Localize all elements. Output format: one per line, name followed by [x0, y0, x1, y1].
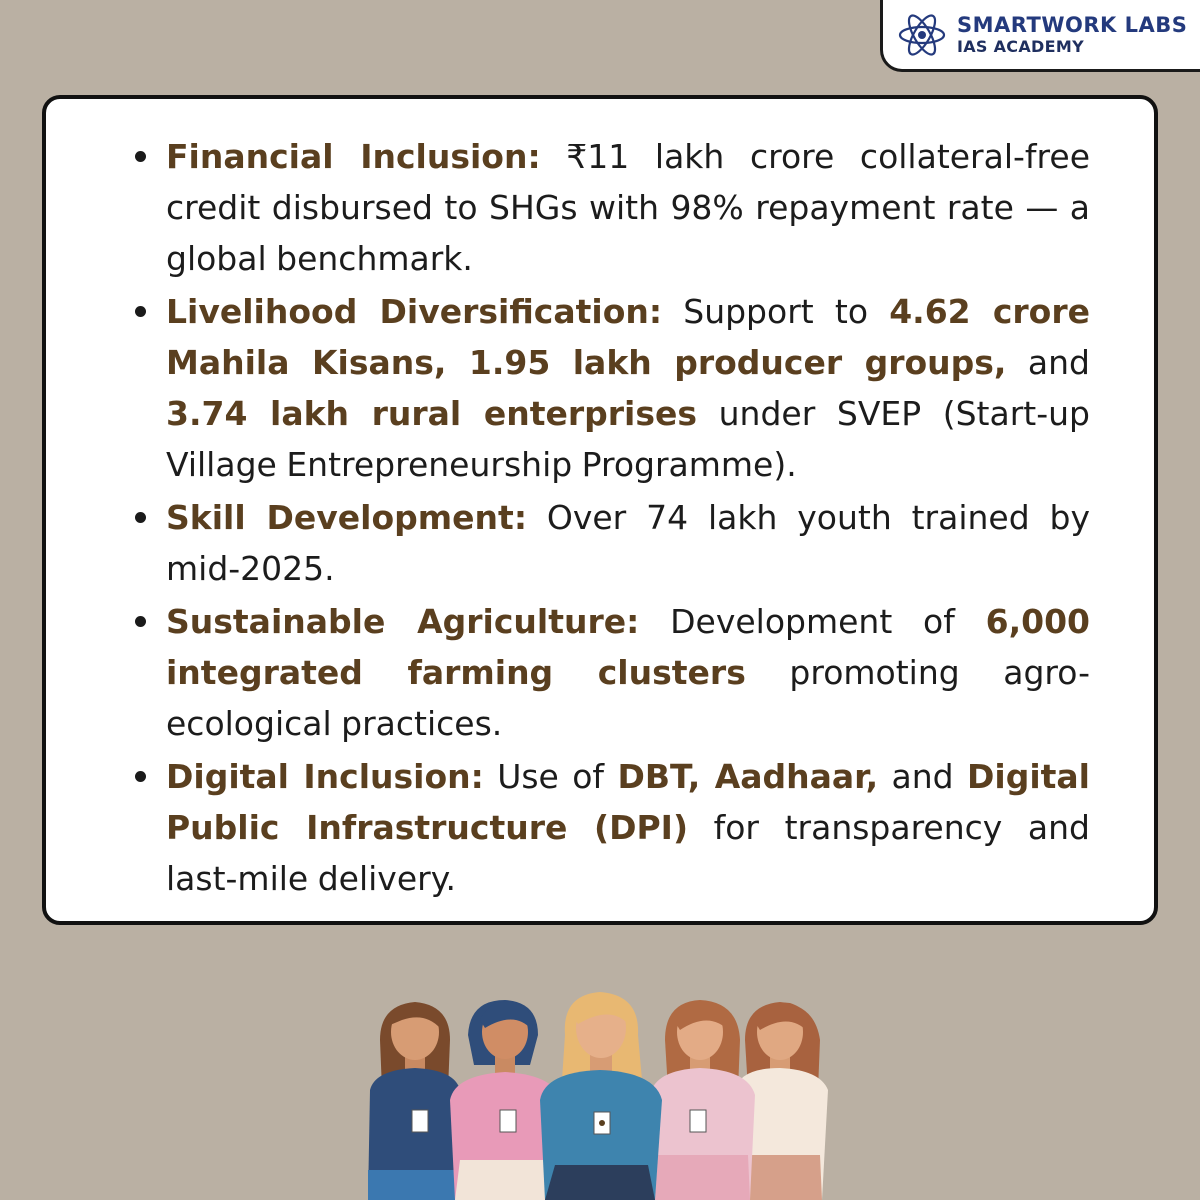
bullet-list	[166, 131, 1090, 906]
list-item-digital-inclusion	[166, 751, 1090, 904]
point-text: and	[1006, 343, 1090, 382]
point-text: and	[878, 757, 967, 796]
point-highlight: Digital Public Infrastructure (DPI)	[166, 757, 1090, 847]
point-text: Use of	[483, 757, 618, 796]
list-item-skill-development	[166, 492, 1090, 594]
list-item-sustainable-agriculture	[166, 596, 1090, 749]
list-item-livelihood-diversification	[166, 286, 1090, 490]
point-highlight: DBT, Aadhaar,	[617, 757, 879, 796]
woman-figure-1	[368, 1002, 462, 1200]
bullet-icon	[135, 512, 146, 523]
point-title: Skill Development:	[166, 498, 528, 537]
bullet-icon	[135, 306, 146, 317]
atom-icon	[897, 10, 947, 60]
woman-figure-4	[650, 1000, 755, 1200]
point-title: Financial Inclusion:	[166, 137, 541, 176]
point-highlight: 6,000 integrated farming clusters	[166, 602, 1090, 692]
brand-logo	[880, 0, 1200, 72]
point-highlight: 3.74 lakh rural enterprises	[166, 394, 698, 433]
bullet-icon	[135, 151, 146, 162]
point-title: Livelihood Diversification:	[166, 292, 663, 331]
point-text: promoting agro-ecological practices.	[166, 653, 1090, 743]
point-text: for transparency and last-mile delivery.	[166, 808, 1090, 898]
content-card	[42, 95, 1158, 925]
brand-name: SMARTWORK LABS	[957, 12, 1188, 37]
point-text: ₹11 lakh crore collateral-free credit disbursed to SHGs with 98% repayment rate — a global benchmark.	[166, 137, 1090, 278]
point-text: Support to	[662, 292, 890, 331]
list-item-financial-inclusion	[166, 131, 1090, 284]
woman-figure-3	[540, 992, 662, 1200]
point-text: Development of	[639, 602, 986, 641]
bullet-icon	[135, 616, 146, 627]
bullet-icon	[135, 771, 146, 782]
point-text: under SVEP (Start-up Village Entrepreneurship Programme).	[166, 394, 1090, 484]
women-group-illustration	[350, 940, 850, 1200]
point-title: Digital Inclusion:	[166, 757, 484, 796]
point-highlight: 4.62 crore Mahila Kisans, 1.95 lakh producer groups,	[166, 292, 1090, 382]
brand-subtitle: IAS ACADEMY	[957, 36, 1084, 56]
point-text: Over 74 lakh youth trained by mid-2025.	[166, 498, 1090, 588]
point-title: Sustainable Agriculture:	[166, 602, 640, 641]
